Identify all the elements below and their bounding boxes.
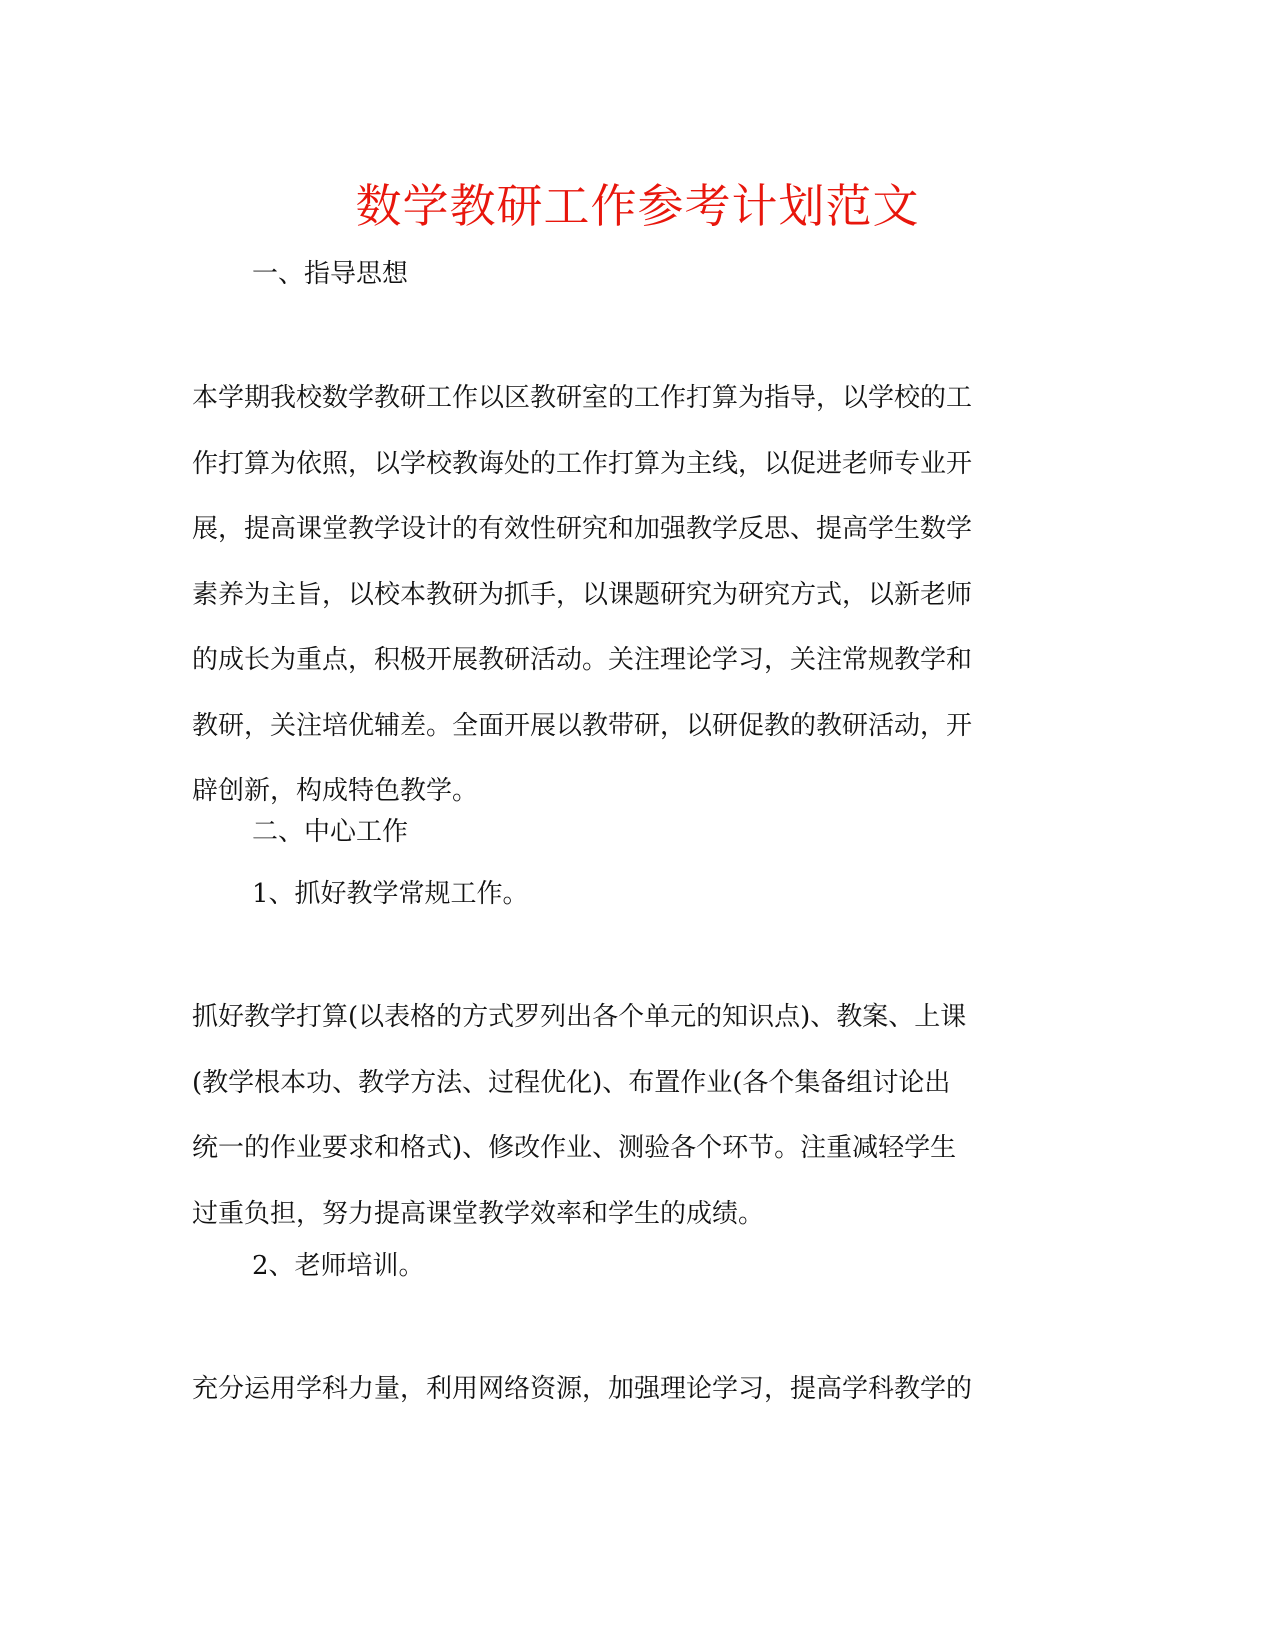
- paragraph-line: 统一的作业要求和格式)、修改作业、测验各个环节。注重减轻学生: [192, 1133, 957, 1163]
- paragraph-line: 过重负担，努力提高课堂教学效率和学生的成绩。: [192, 1198, 765, 1229]
- item-heading-teaching-routine: 1、抓好教学常规工作。: [252, 879, 529, 909]
- paragraph-line: 充分运用学科力量，利用网络资源，加强理论学习，提高学科教学的: [192, 1374, 973, 1404]
- paragraph-line: 教研，关注培优辅差。全面开展以教带研，以研促教的教研活动，开: [192, 710, 973, 741]
- paragraph-line: 辟创新，构成特色教学。: [192, 776, 479, 806]
- paragraph-line: (教学根本功、教学方法、过程优化)、布置作业(各个集备组讨论出: [192, 1067, 951, 1098]
- paragraph-line: 作打算为依照，以学校教诲处的工作打算为主线，以促进老师专业开: [192, 448, 973, 479]
- paragraph-line: 抓好教学打算(以表格的方式罗列出各个单元的知识点)、教案、上课: [192, 1002, 967, 1032]
- paragraph-line: 展，提高课堂教学设计的有效性研究和加强教学反思、提高学生数学: [192, 514, 973, 544]
- paragraph-line: 素养为主旨，以校本教研为抓手，以课题研究为研究方式，以新老师: [192, 579, 973, 610]
- paragraph-teacher-training: [192, 1357, 1072, 1423]
- section-heading-guiding-ideology: 一、指导思想: [252, 259, 409, 289]
- document-title: 数学教研工作参考计划范文: [355, 179, 920, 233]
- paragraph-line: 本学期我校数学教研工作以区教研室的工作打算为指导，以学校的工: [192, 383, 973, 413]
- paragraph-teaching-routine: [192, 985, 1072, 1247]
- paragraph-guiding-ideology: [192, 366, 1072, 825]
- item-heading-teacher-training: 2、老师培训。: [252, 1251, 425, 1281]
- paragraph-line: 的成长为重点，积极开展教研活动。关注理论学习，关注常规教学和: [192, 645, 973, 675]
- section-heading-central-work: 二、中心工作: [252, 817, 409, 847]
